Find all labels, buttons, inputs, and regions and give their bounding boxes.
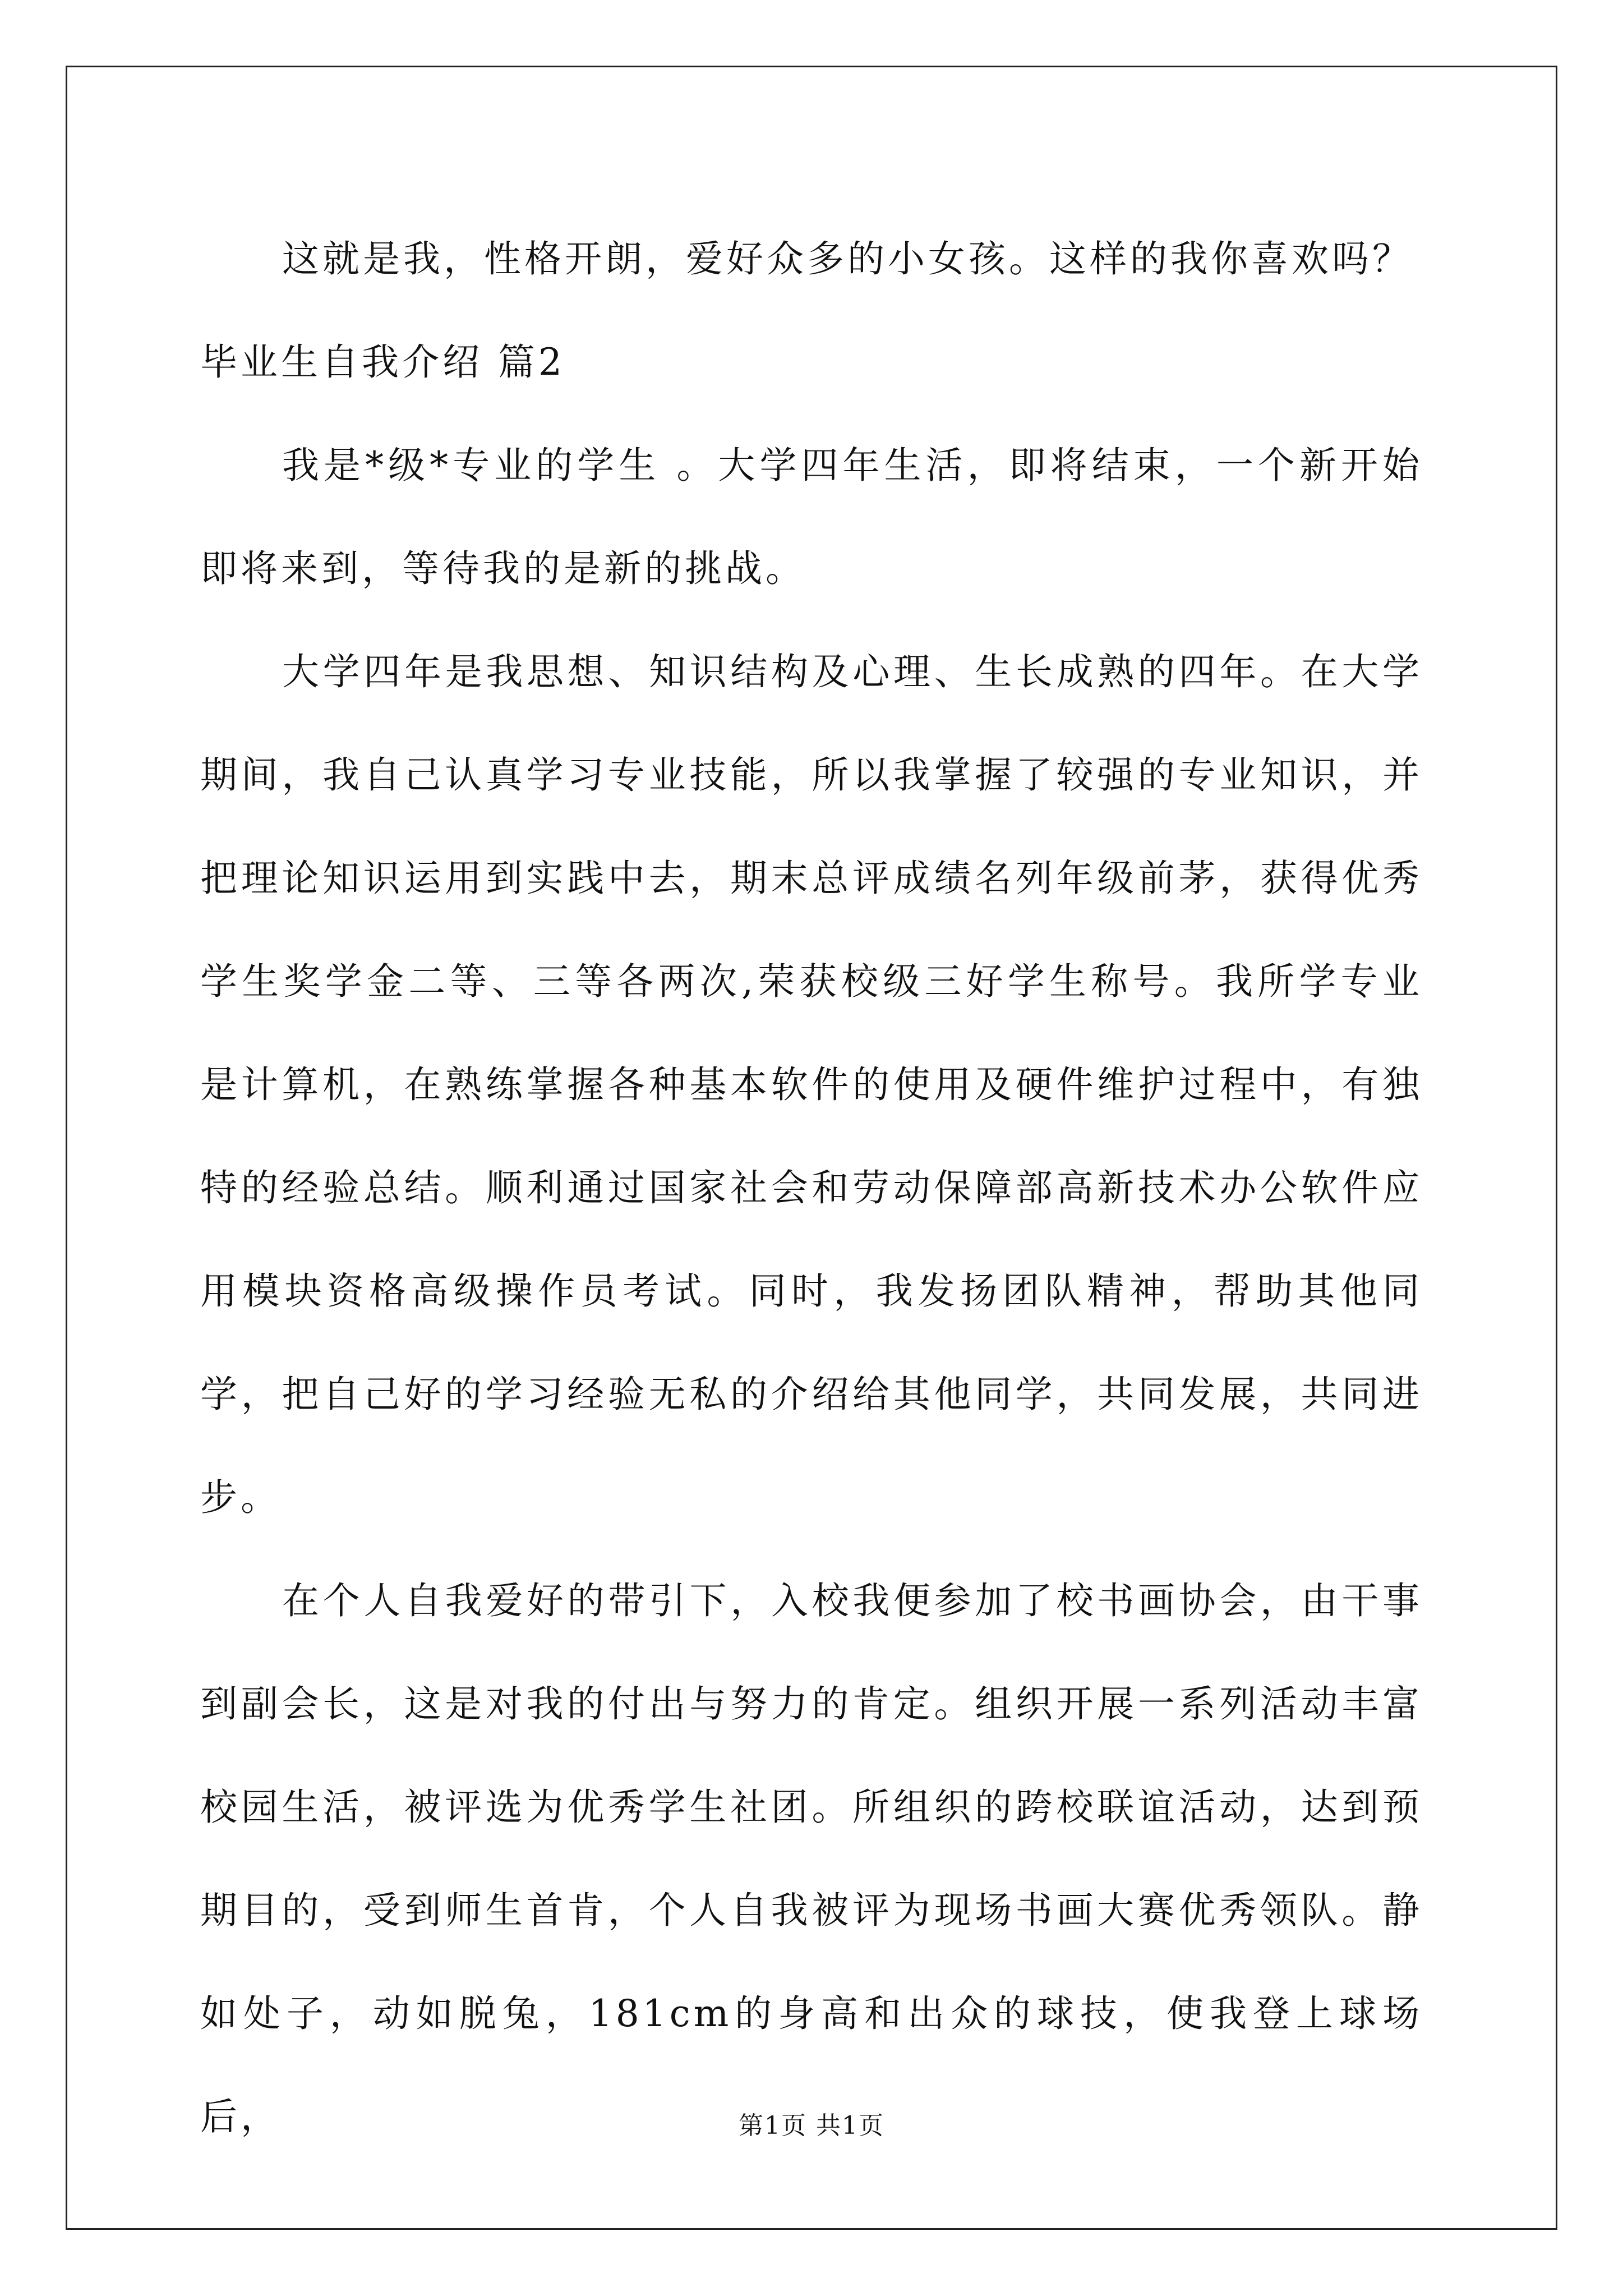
paragraph: 我是*级*专业的学生 。大学四年生活，即将结束，一个新开始即将来到，等待我的是新的挑战。 (200, 444, 1423, 590)
page-footer: 第1页 共1页 (739, 2111, 884, 2140)
paragraph: 大学四年是我思想、知识结构及心理、生长成熟的四年。在大学期间，我自己认真学习专业技能，所以我掌握了较强的专业知识，并把理论知识运用到实践中去，期末总评成绩名列年级前茅，获得优秀学生奖学金二等、三等各两次,荣获校级三好学生称号。我所学专业是计算机，在熟练掌握各种基本软件的使用及硬件维护过程中，有独特的经验总结。顺利通过国家社会和劳动保障部高新技术办公软件应用模块资格高级操作员考试。同时，我发扬团队精神，帮助其他同学，把自己好的学习经验无私的介绍给其他同学，共同发展，共同进步。 (200, 650, 1423, 1519)
section-heading: 毕业生自我介绍 篇2 (200, 341, 565, 384)
paragraph: 在个人自我爱好的带引下，入校我便参加了校书画协会，由干事到副会长，这是对我的付出与努力的肯定。组织开展一系列活动丰富校园生活，被评选为优秀学生社团。所组织的跨校联谊活动，达到预期目的，受到师生首肯，个人自我被评为现场书画大赛优秀领队。静如处子，动如脱兔，181cm的身高和出众的球技，使我登上球场后， (200, 1579, 1423, 2138)
document-body (200, 208, 1423, 2169)
paragraph: 这就是我，性格开朗，爱好众多的小女孩。这样的我你喜欢吗？ (282, 237, 1413, 280)
